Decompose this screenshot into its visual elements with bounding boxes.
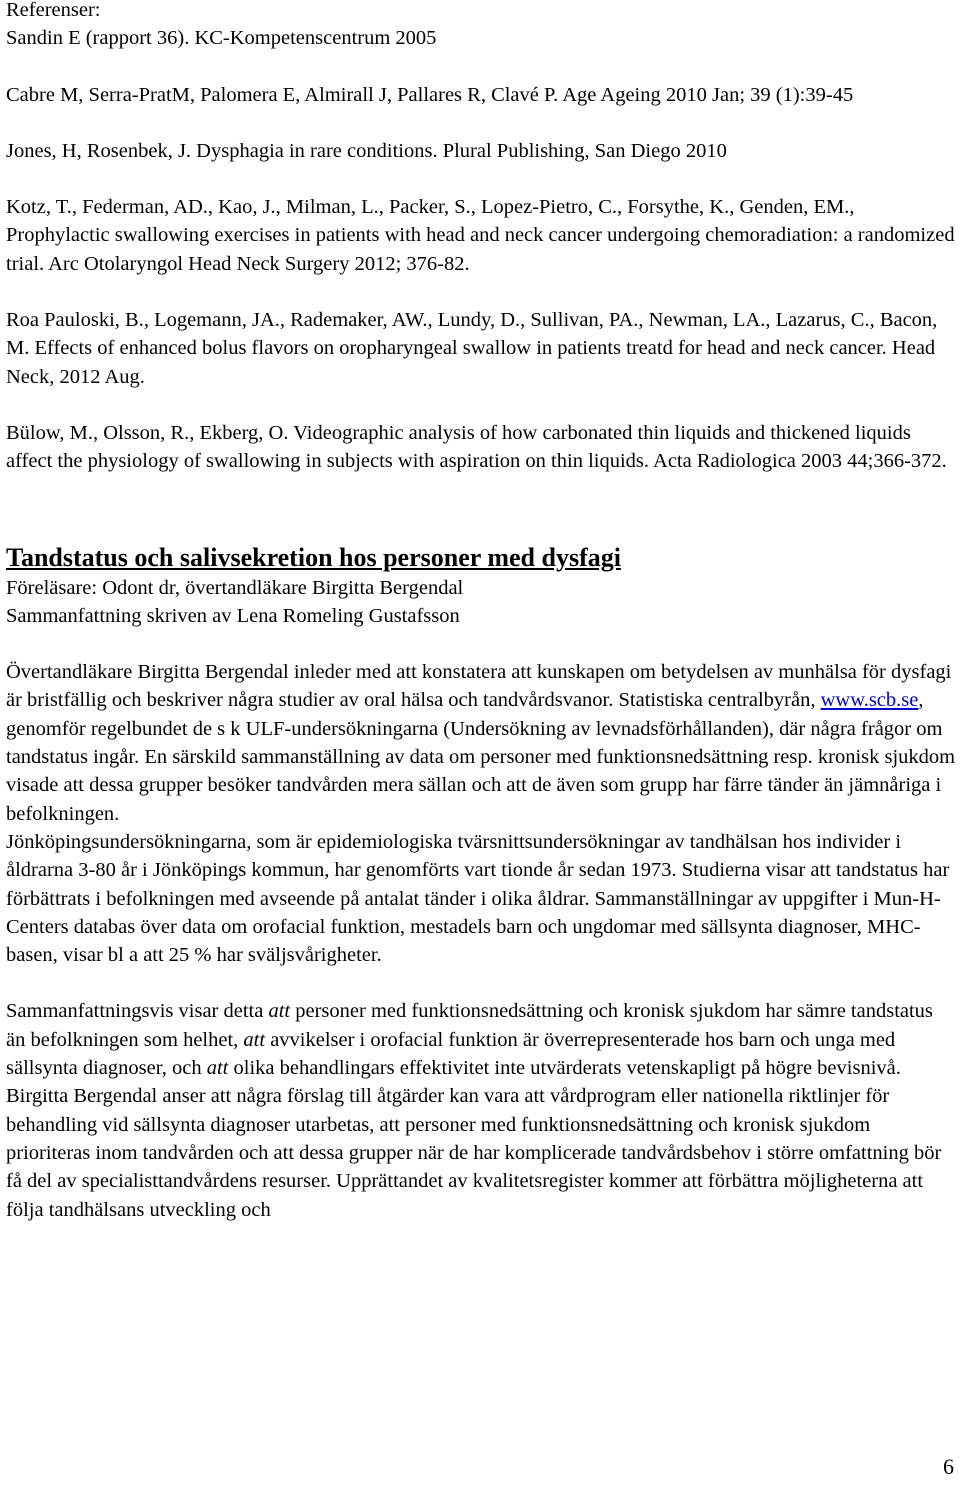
body-paragraph-4: Birgitta Bergendal anser att några förslag till åtgärder kan vara att vårdprogram eller nationella riktlinjer för behandling vid sällsynta diagnoser utarbetas, att personer med funktionsnedsättning och kronisk sjukdom prioriteras inom tandvården och att dessa grupper när de har komplicerade tandvårdsbehov i större omfattning bör få del av specialisttandvårdens resurser. Upprättandet av kvalitetsregister kommer att förbättra möjligheterna att följa tandhälsans utveckling och: [6, 1085, 942, 1221]
body-paragraph-1: [6, 658, 956, 828]
paragraph-text: Sammanfattningsvis visar detta: [6, 1000, 269, 1023]
emphasis-text: att: [243, 1028, 266, 1051]
lecturer-line: Föreläsare: Odont dr, övertandläkare Birgitta Bergendal: [6, 576, 464, 599]
emphasis-text: att: [268, 1000, 291, 1023]
reference-item: Cabre M, Serra-PratM, Palomera E, Almirall J, Pallares R, Clavé P. Age Ageing 2010 Jan; 39 (1):39-45: [6, 83, 854, 106]
reference-item: Sandin E (rapport 36). KC-Kompetenscentrum 2005: [6, 27, 437, 50]
paragraph-text: , genomför regelbundet de s k ULF-undersökningarna (Undersökning av levnadsförhållanden), där några frågor om tandstatus ingår. En särskild sammanställning av data om personer med funktionsnedsättning resp. kronisk sjukdom visade att dessa grupper besöker tandvården mera sällan och att de även som grupp har färre tänder än jämnåriga i befolkningen.: [6, 689, 956, 825]
scb-link[interactable]: www.scb.se: [820, 689, 919, 712]
paragraph-text: avvikelser i orofacial funktion är överrepresenterade hos barn och unga med sällsynta diagnoser, och: [6, 1028, 896, 1080]
summary-author-line: Sammanfattning skriven av Lena Romeling Gustafsson: [6, 604, 460, 627]
page-number: 6: [943, 1454, 954, 1479]
reference-item: Kotz, T., Federman, AD., Kao, J., Milman, L., Packer, S., Lopez-Pietro, C., Forsythe, K., Genden, EM., Prophylactic swallowing exercises in patients with head and neck cancer undergoing chemoradiation: a randomized trial. Arc Otolaryngol Head Neck Surgery 2012; 376-82.: [6, 196, 955, 275]
paragraph-text: olika behandlingars effektivitet inte utvärderats vetenskapligt på högre bevisnivå.: [228, 1057, 901, 1080]
reference-item: Bülow, M., Olsson, R., Ekberg, O. Videographic analysis of how carbonated thin liquids and thickened liquids affect the physiology of swallowing in subjects with aspiration on thin liquids. Acta Radiologica 2003 44;366-372.: [6, 421, 947, 473]
emphasis-text: att: [206, 1057, 229, 1080]
reference-item: Roa Pauloski, B., Logemann, JA., Rademaker, AW., Lundy, D., Sullivan, PA., Newman, LA., Lazarus, C., Bacon, M. Effects of enhanced bolus flavors on oropharyngeal swallow in patients treatd for head and neck cancer. Head Neck, 2012 Aug.: [6, 309, 938, 388]
paragraph-text: Övertandläkare Birgitta Bergendal inleder med att konstatera att kunskapen om betydelsen av munhälsa för dysfagi är bristfällig och beskriver några studier av oral hälsa och tandvårdsvanor. Statistiska centralbyrån,: [6, 661, 952, 712]
body-paragraph-2: Jönköpingsundersökningarna, som är epidemiologiska tvärsnittsundersökningar av tandhälsan hos individer i åldrarna 3-80 år i Jönköpings kommun, har genomförts vart tionde år sedan 1973. Studierna visar att tandstatus har förbättrats i befolkningen med avseende på antalat tänder i olika åldrar. Sammanställningar av uppgifter i Mun-H-Centers databas över data om orofacial funktion, mestadels barn och ungdomar med sällsynta diagnoser, MHC-basen, visar bl a att 25 % har sväljsvårigheter.: [6, 830, 950, 967]
reference-item: Jones, H, Rosenbek, J. Dysphagia in rare conditions. Plural Publishing, San Diego 2010: [6, 139, 727, 162]
paragraph-text: personer med funktionsnedsättning och kronisk sjukdom har sämre tandstatus än befolkningen som helhet,: [6, 1000, 933, 1051]
document-page: [6, 0, 956, 1224]
references-heading: Referenser:: [6, 0, 101, 21]
body-paragraph-3: [6, 997, 956, 1082]
article-section: [6, 542, 956, 1224]
section-title: Tandstatus och salivsekretion hos personer med dysfagi: [6, 542, 621, 572]
